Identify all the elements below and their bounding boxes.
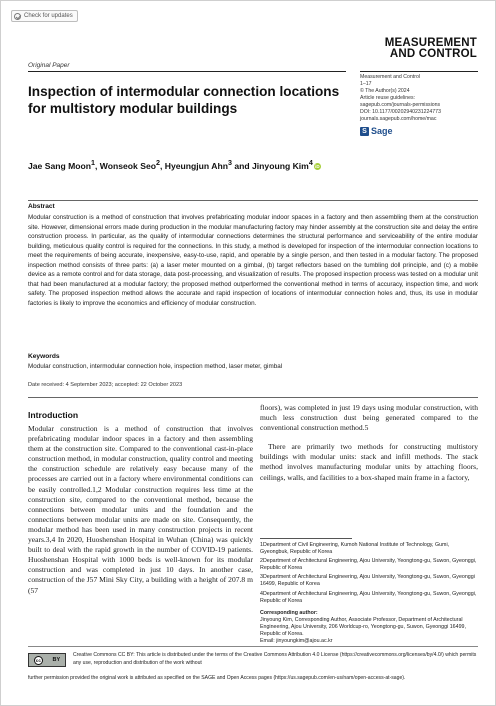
- corresponding-author-email[interactable]: Email: jinyoungkim@ajou.ac.kr: [260, 638, 333, 645]
- author-name: Jae Sang Moon: [28, 160, 92, 171]
- publisher-name: Sage: [371, 126, 393, 136]
- keywords-heading: Keywords: [28, 353, 60, 360]
- author-name: Wonseok Seo: [99, 160, 156, 171]
- check-for-updates-label: Check for updates: [24, 13, 73, 19]
- paper-type: Original Paper: [28, 62, 70, 69]
- author-list: [28, 159, 321, 171]
- author-affiliation: 1: [91, 159, 96, 167]
- sage-logo: [360, 126, 393, 136]
- introduction-heading: Introduction: [28, 410, 79, 420]
- author-name: Jinyoung Kim: [252, 160, 309, 171]
- meta-pages: 1–17: [360, 81, 372, 87]
- meta-journal-link[interactable]: journals.sagepub.com/home/mac: [360, 116, 437, 122]
- cc-by-badge[interactable]: [28, 653, 66, 667]
- header-divider-right: [360, 71, 478, 72]
- author-affiliation: 2: [156, 159, 160, 167]
- affiliation-4: 4Department of Architectural Engineering, Ajou University, Yeongtong-gu, Suwon, Gyeonggi, Republic of Korea: [260, 590, 477, 604]
- check-for-updates-badge[interactable]: [11, 10, 78, 22]
- affiliation-footnotes: [260, 542, 478, 645]
- author-separator: and: [231, 160, 252, 171]
- corresponding-author-heading: Corresponding author:: [260, 609, 318, 616]
- article-metadata: [360, 74, 485, 123]
- meta-permissions-link[interactable]: sagepub.com/journals-permissions: [360, 102, 441, 108]
- sage-logo-icon: S: [360, 127, 369, 136]
- abstract-divider: [28, 200, 478, 201]
- affiliation-3: 3Department of Architectural Engineering, Ajou University, Yeongtong-gu, Suwon, Gyeonggi 16499, Republic of Korea: [260, 574, 475, 588]
- intro-paragraph-2: There are primarily two methods for constructing multistory buildings with modular units: stack and infill methods. The stack method involves manufacturing modular units by attaching floors, ceilings, walls, and facilities to a box-shaped main frame in a factory,: [260, 442, 478, 482]
- intro-paragraph-1-continued: floors), was completed in just 19 days using modular construction, with much less construction dust being generated compared to the conventional construction method.5: [260, 403, 478, 433]
- abstract-heading: Abstract: [28, 203, 55, 210]
- author-affiliation: 3: [227, 159, 232, 167]
- header-divider: [28, 71, 346, 72]
- by-label: BY: [52, 657, 61, 663]
- meta-copyright: © The Author(s) 2024: [360, 88, 410, 94]
- paper-title: Inspection of intermodular connection locations for multistory modular buildings: [28, 84, 340, 116]
- author-name: Hyeungjun Ahn: [164, 160, 228, 171]
- footnote-divider: [260, 538, 352, 539]
- author-separator: ,: [95, 160, 100, 171]
- check-circle-icon: [14, 13, 21, 20]
- body-column-right: [260, 403, 478, 483]
- license-text: Creative Commons CC BY: This article is distributed under the terms of the Creative Commons Attribution 4.0 License (https://creativecommons.org/licenses/by/4.0/) which permits any use, reproduction and distribution of the work without: [73, 652, 477, 666]
- meta-journal: Measurement and Control: [360, 74, 420, 80]
- license-divider: [28, 646, 478, 647]
- intro-paragraph-1: Modular construction is a method of construction that involves prefabricating modular indoor spaces in a factory and then assembling them at the construction site. Compared to the conventional cast-in-place construction method, in modular construction, quality control and meeting the construction schedule are relatively easy because many of the processes are carried out in a factory where environmental conditions can be easily controlled.1,2 Modular construction requires less time at the construction site, compared to the conventional method, because the connections between modular units and the foundation and the connections between modular units are made on site. Consequently, the modular method has been used in many construction projects in recent years.3,4 In 2020, Huoshenshan Hospital in Wuhan (China) was quickly built to deal with the rapid growth in the number of COVID-19 patients. Huoshenshan Hospital with 1000 beds is well-known for its modular construction and was completed in just 10 days. In another case, construction of the J57 Mini Sky City, a building with a height of 207.8 m (57: [28, 424, 253, 595]
- journal-name-line2: AND CONTROL: [389, 48, 477, 60]
- corresponding-author-details: Jinyoung Kim, Corresponding Author, Associate Professor, Department of Architectural Engineering, Ajou University, 206 Worldcup-ro, Yeongtong-gu, Suwon, Gyeonggi 16499, Republic of Korea.: [260, 616, 466, 638]
- body-divider: [28, 397, 478, 398]
- received-accepted-dates: Date received: 4 September 2023; accepted: 22 October 2023: [28, 382, 183, 388]
- abstract-text: Modular construction is a method of construction that involves prefabricating modular indoor spaces in a factory and then assembling them at the construction site. However, dimensional errors made during production in the modular manufacturing factory may hinder assembly at the construction site and delay the entire construction process. In particular, as the quality of intermodular connections determines the structural performance and serviceability of the entire modular building, meticulous quality control is required for the connections. In this study, a method is developed for inspection of the intermodular connection locations to meet the requirements of being accurate, inexpensive, easy-to-use, rapid, and operable by a single person, and then tested in a modular factory. The proposed inspection method consists of three parts: (a) a laser meter mounted on a gimbal, (b) target reflectors based on the tumbling doll principle, and (c) a mobile device as a remote control and for data storage, data post-processing, and visualization of results. The proposed inspection process was tested on a modular unit that had been manufactured at a modular factory; the proposed method outperformed the conventional method in terms of accuracy, inspection time, and work safety. The proposed inspection method allows the accurate and rapid inspection of locations of intermodular connection holes and, thus, its use in modular factories is likely to improve the economics and efficiency of modular construction.: [28, 214, 478, 307]
- orcid-icon[interactable]: iD: [315, 163, 320, 169]
- license-text-continued: further permission provided the original work is attributed as specified on the SAGE and Open Access pages (https://us.sagepub.com/en-us/nam/open-access-at-sage).: [28, 675, 406, 681]
- affiliation-1: 1Department of Civil Engineering, Kumoh National Institute of Technology, Gumi, Gyeongbuk, Republic of Korea: [260, 542, 450, 556]
- journal-name: [385, 38, 477, 60]
- keywords-text: Modular construction, intermodular connection hole, inspection method, laser meter, gimbal: [28, 363, 283, 370]
- cc-icon: cc: [35, 657, 41, 663]
- body-column-left: [28, 424, 253, 596]
- meta-reuse: Article reuse guidelines:: [360, 95, 416, 101]
- journal-name-line1: MEASUREMENT: [384, 37, 477, 49]
- meta-doi[interactable]: DOI: 10.1177/00202940231224773: [360, 109, 441, 115]
- author-affiliation: 4: [308, 159, 313, 167]
- affiliation-2: 2Department of Architectural Engineering, Ajou University, Yeongtong-gu, Suwon, Gyeonggi, Republic of Korea: [260, 558, 477, 572]
- author-separator: ,: [159, 160, 165, 171]
